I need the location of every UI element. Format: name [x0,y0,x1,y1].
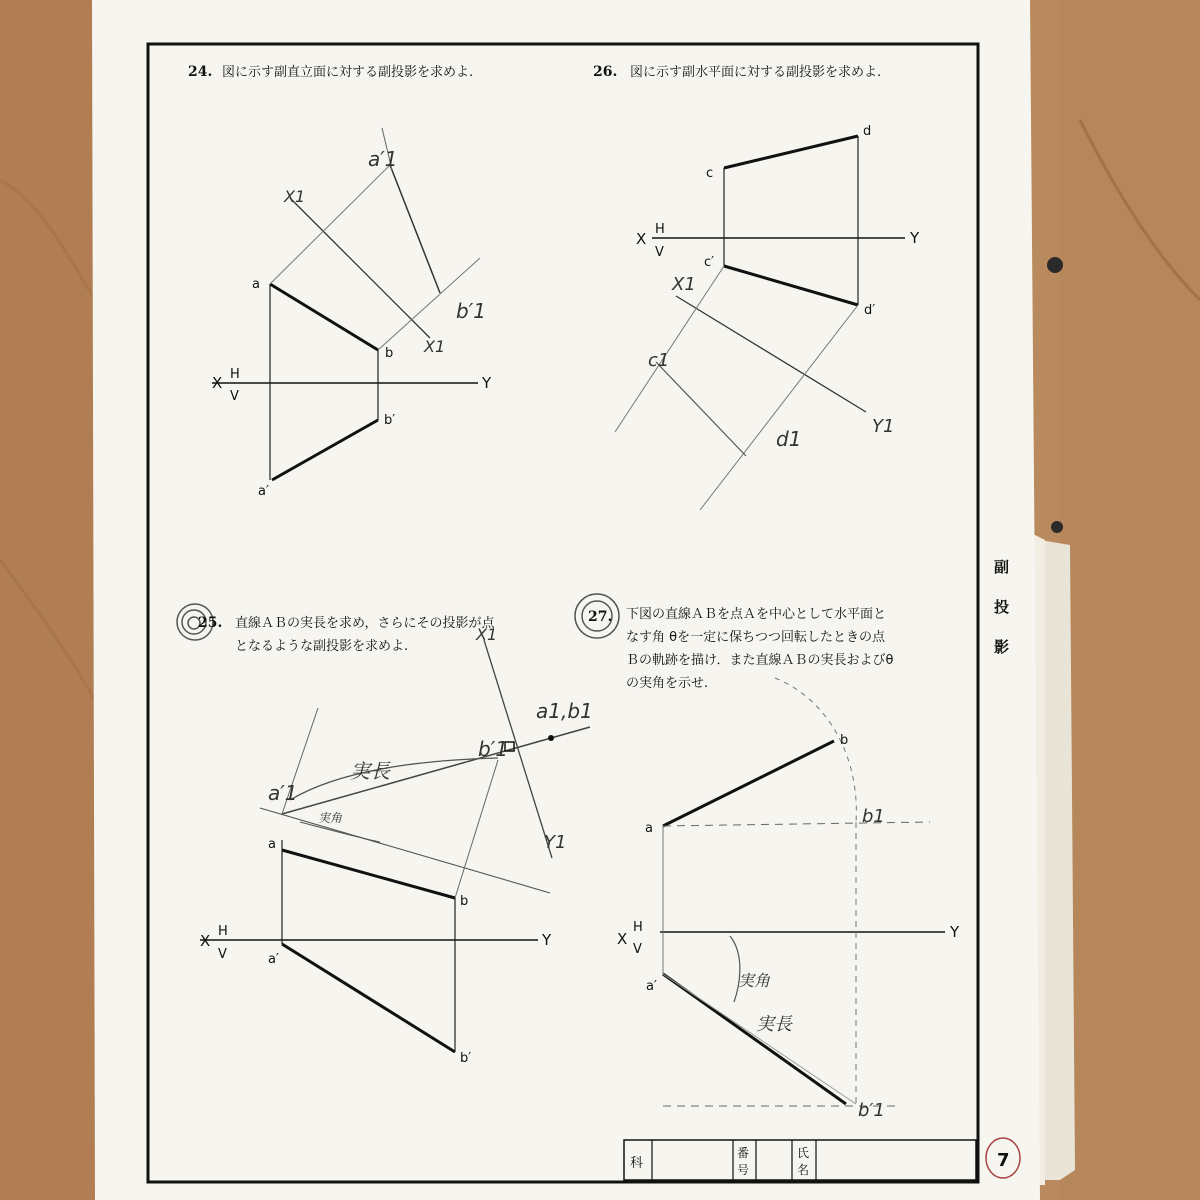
handwritten-label: d1 [776,427,802,451]
handwritten-label: b′1 [456,299,486,323]
label-Y: Y [910,229,920,247]
label-c: c [706,166,714,181]
problem-number: 27. [588,609,613,625]
label-a-prime: a′ [258,484,269,499]
label-a: a [645,821,653,836]
label-H: H [218,924,228,939]
problem-statement-line: Ｂの軌跡を描け．また直線ＡＢの実長およびθ [626,653,894,668]
label-d-prime: d′ [864,303,876,318]
label-b-prime: b′ [460,1051,472,1066]
handwritten-label: b1 [862,806,885,827]
label-X: X [200,932,211,950]
svg-text:号: 号 [737,1163,750,1177]
handwritten-note: 実角 [318,811,343,825]
label-Y: Y [542,931,552,949]
problem-statement: 図に示す副水平面に対する副投影を求めよ. [630,65,882,80]
label-H: H [230,367,240,382]
handwritten-note: 実長 [756,1014,792,1035]
handwritten-label: Y1 [872,416,895,437]
label-H: H [633,920,643,935]
label-d: d [863,124,872,139]
problem-statement-line: 下図の直線ＡＢを点Ａを中心として水平面と [626,607,887,622]
label-X: X [212,374,223,392]
problem-statement-line: 直線ＡＢの実長を求め，さらにその投影が点 [235,616,495,631]
label-c-prime: c′ [704,255,715,270]
svg-text:氏: 氏 [797,1146,810,1160]
label-Y: Y [482,374,492,392]
label-a-prime: a′ [268,952,279,967]
handwritten-label: X1 [424,337,446,356]
handwritten-label: c1 [648,350,670,371]
label-a: a [268,837,276,852]
handwritten-label: X1 [284,187,306,206]
svg-text:番: 番 [737,1146,750,1160]
handwritten-note: 実長 [350,759,390,783]
handwritten-label: X1 [476,625,498,644]
problem-statement-line: の実角を示せ. [626,676,709,691]
svg-text:影: 影 [994,638,1010,656]
label-V: V [655,245,664,260]
page-number-text: 7 [997,1150,1010,1171]
handwritten-label: a1,b1 [536,699,593,723]
section-title [994,558,1009,656]
handwritten-label: a′1 [368,147,398,171]
handwritten-label: b′1 [858,1100,885,1121]
label-b: b [840,733,849,748]
handwritten-label: Y1 [544,832,567,853]
label-V: V [633,942,642,957]
problem-statement-line: なす角 θを一定に保ちつつ回転したときの点 [626,630,885,645]
label-V: V [230,389,239,404]
svg-text:副: 副 [994,558,1010,576]
label-b-prime: b′ [384,413,396,428]
label-b: b [460,894,469,909]
label-a: a [252,277,260,292]
label-Y: Y [950,923,960,941]
label-V: V [218,947,227,962]
problem-number: 26. [593,64,618,80]
problem-number: 25. [198,615,223,631]
label-b: b [385,346,394,361]
handwritten-note: 実角 [738,971,771,990]
label-X: X [636,230,647,248]
label-X: X [617,930,628,948]
problem-statement: 図に示す副直立面に対する副投影を求めよ. [222,65,474,80]
label-a-prime: a′ [646,979,657,994]
problem-number: 24. [188,64,213,80]
handwritten-label: b′1 [478,737,508,761]
svg-text:投: 投 [994,598,1010,616]
label-H: H [655,222,665,237]
dept-label: 科 [630,1156,644,1171]
svg-text:名: 名 [797,1163,810,1177]
handwritten-label: a′1 [268,781,298,805]
handwritten-label: X1 [672,274,696,295]
problem-statement-line: となるような副投影を求めよ. [235,639,409,654]
